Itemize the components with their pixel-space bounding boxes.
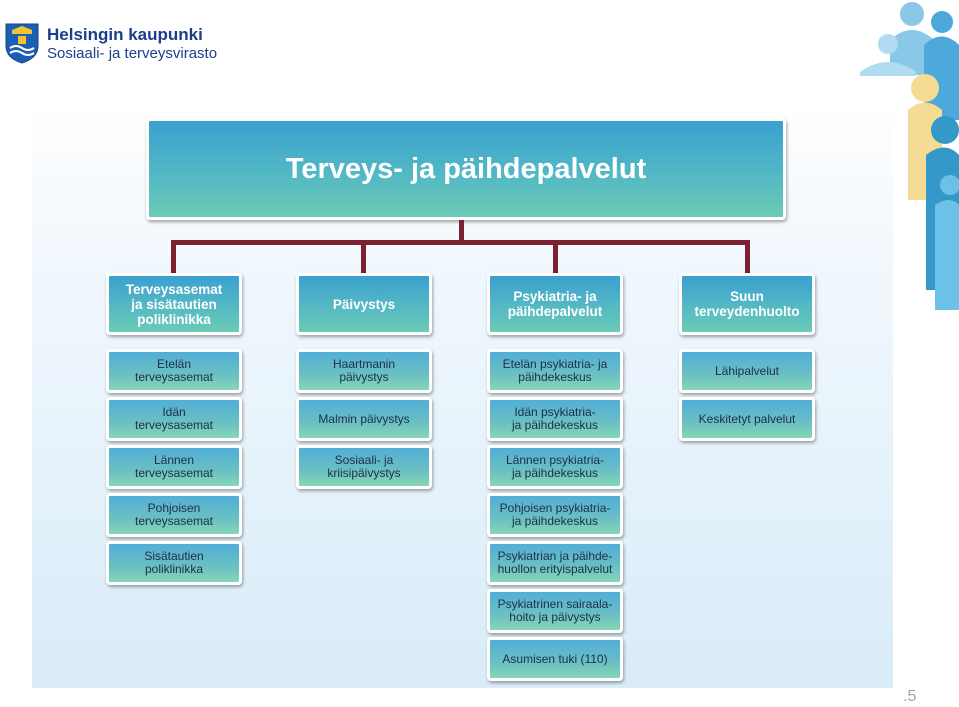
connector-drop-4 [745, 240, 750, 273]
heading-psykiatria: Psykiatria- ja päihdepalvelut [487, 273, 623, 335]
unit-box: Lännen psykiatria- ja päihdekeskus [487, 445, 623, 489]
unit-box: Pohjoisen terveysasemat [106, 493, 242, 537]
unit-box: Etelän psykiatria- ja päihdekeskus [487, 349, 623, 393]
connector-horizontal [171, 240, 750, 245]
unit-box: Lännen terveysasemat [106, 445, 242, 489]
unit-box: Malmin päivystys [296, 397, 432, 441]
unit-box: Asumisen tuki (110) [487, 637, 623, 681]
unit-box: Keskitetyt palvelut [679, 397, 815, 441]
unit-box: Psykiatrian ja päihde- huollon erityispalvelut [487, 541, 623, 585]
heading-terveysasemat: Terveysasemat ja sisätautien poliklinikka [106, 273, 242, 335]
unit-box: Etelän terveysasemat [106, 349, 242, 393]
heading-suun-terveydenhuolto: Suun terveydenhuolto [679, 273, 815, 335]
unit-box: Sisätautien poliklinikka [106, 541, 242, 585]
org-chart-title: Terveys- ja päihdepalvelut [146, 118, 786, 220]
page-number: .5 [903, 688, 917, 705]
unit-box: Psykiatrinen sairaala- hoito ja päivystys [487, 589, 623, 633]
unit-box: Idän terveysasemat [106, 397, 242, 441]
connector-drop-1 [171, 240, 176, 273]
unit-box: Haartmanin päivystys [296, 349, 432, 393]
connector-drop-2 [361, 240, 366, 273]
heading-paivystys: Päivystys [296, 273, 432, 335]
helsinki-crest-logo [4, 22, 40, 64]
unit-box: Idän psykiatria- ja päihdekeskus [487, 397, 623, 441]
unit-box: Sosiaali- ja kriisipäivystys [296, 445, 432, 489]
unit-box: Pohjoisen psykiatria- ja päihdekeskus [487, 493, 623, 537]
department-name: Sosiaali- ja terveysvirasto [47, 45, 218, 62]
connector-drop-3 [553, 240, 558, 273]
unit-box: Lähipalvelut [679, 349, 815, 393]
org-name: Helsingin kaupunki [47, 25, 203, 44]
connector-trunk [459, 220, 464, 242]
